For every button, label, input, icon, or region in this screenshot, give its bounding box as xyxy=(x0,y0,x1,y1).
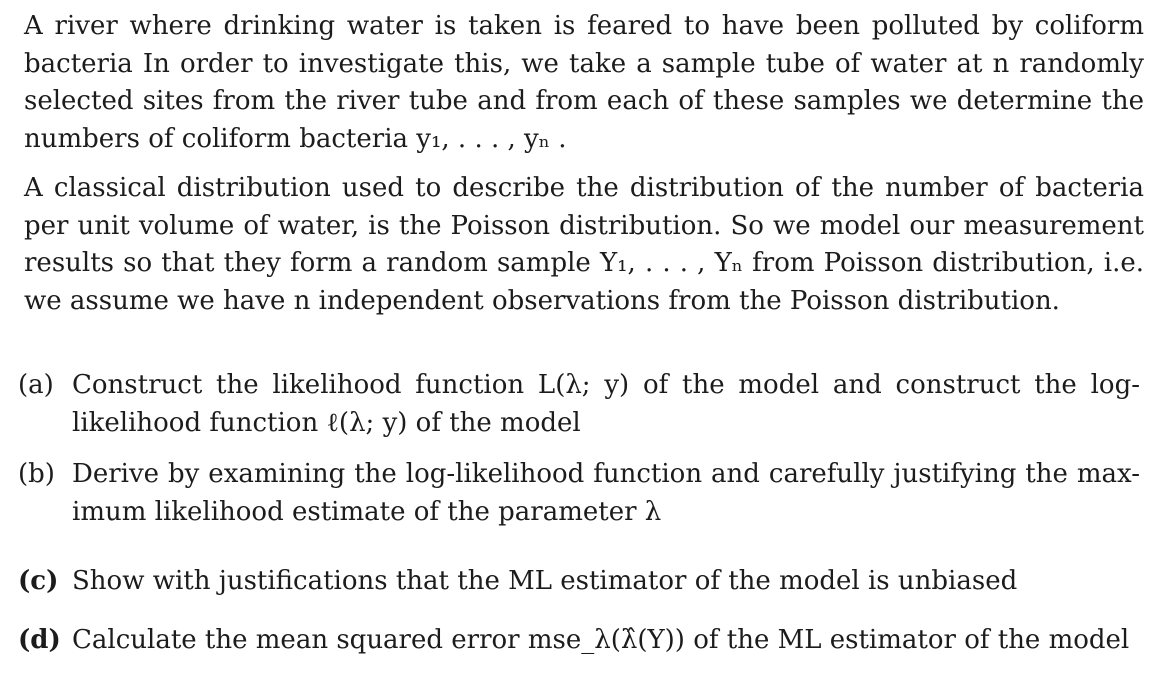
model-paragraph xyxy=(24,170,1144,320)
intro-line-2: bacteria In order to investigate this, we take a sample tube of water at n randomly xyxy=(24,48,1144,79)
intro-line-4: numbers of coliform bacteria y₁, . . . , yₙ . xyxy=(24,123,567,154)
question-b-label: (b) xyxy=(18,459,55,489)
intro-line-3: selected sites from the river tube and from each of these samples we determine the xyxy=(24,86,1144,116)
question-a-label: (a) xyxy=(18,370,54,400)
question-c-line-1: Show with justifications that the ML estimator of the model is unbiased xyxy=(72,566,1018,596)
question-b-line-1: Derive by examining the log-likelihood function and carefully justifying the max- xyxy=(72,459,1140,489)
model-line-4: we assume we have n independent observations from the Poisson distribution. xyxy=(24,285,1060,316)
intro-paragraph xyxy=(24,8,1144,158)
question-c-label: (c) xyxy=(18,566,59,596)
model-line-3: results so that they form a random sample Y₁, . . . , Yₙ from Poisson distribution, i.e. xyxy=(24,248,1144,278)
question-d-line-1: Calculate the mean squared error mse_λ(λ̂(Y)) of the ML estimator of the model xyxy=(72,625,1130,655)
intro-line-1: A river where drinking water is taken is feared to have been polluted by coliform xyxy=(24,11,1144,41)
question-d-label: (d) xyxy=(18,625,61,655)
model-line-2: per unit volume of water, is the Poisson distribution. So we model our measurement xyxy=(24,210,1144,241)
question-b-line-2: imum likelihood estimate of the parameter λ xyxy=(72,497,662,527)
model-line-1: A classical distribution used to describe the distribution of the number of bacteria xyxy=(24,173,1144,203)
question-a-line-2: likelihood function ℓ(λ; y) of the model xyxy=(72,408,581,438)
question-a-line-1: Construct the likelihood function L(λ; y) of the model and construct the log- xyxy=(72,370,1140,400)
